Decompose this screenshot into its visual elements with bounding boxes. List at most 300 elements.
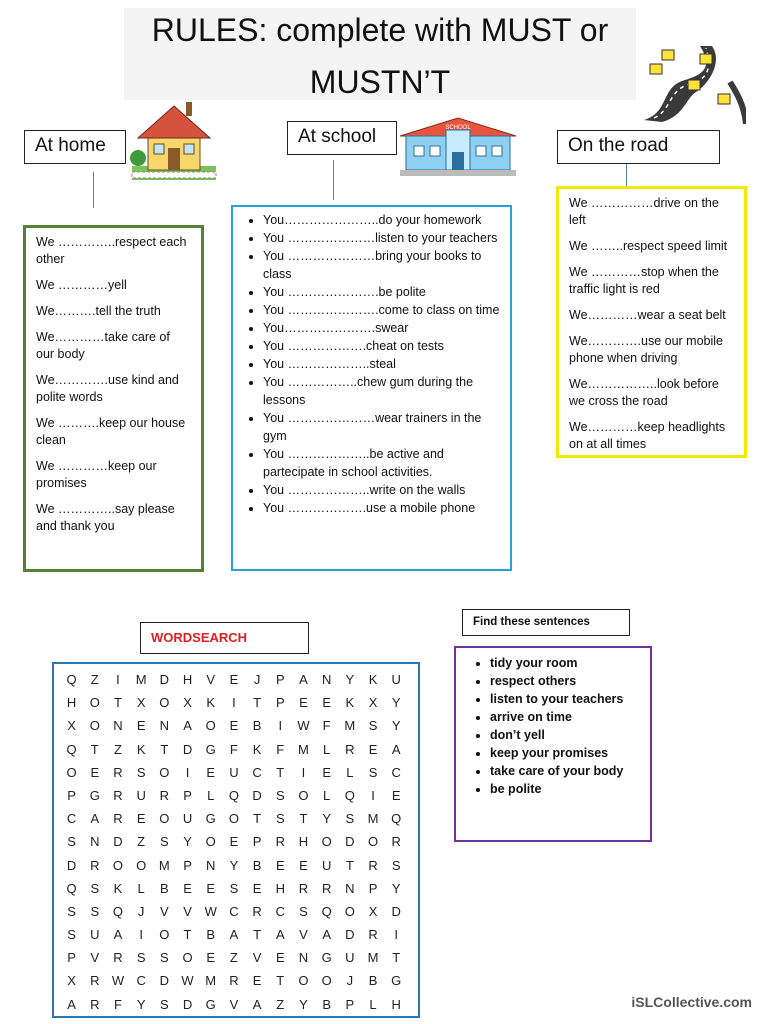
wordsearch-letter: V [183, 903, 192, 919]
wordsearch-row [60, 900, 418, 923]
school-rule-5: • You ………………….come to class on time [263, 301, 500, 319]
wordsearch-letter: O [205, 834, 216, 850]
wordsearch-letter: A [90, 811, 100, 827]
wordsearch-letter: I [139, 927, 143, 943]
wordsearch-letter: B [252, 718, 262, 734]
wordsearch-letter: E [136, 811, 146, 827]
wordsearch-letter: S [368, 718, 378, 734]
wordsearch-row [60, 830, 418, 853]
wordsearch-letter: A [67, 996, 76, 1012]
wordsearch-letter: V [206, 672, 216, 687]
road-label: On the road [568, 135, 669, 156]
find-sentences-card [454, 646, 652, 842]
home-rule-7: We …………keep our promises [36, 459, 157, 490]
wordsearch-letter: U [321, 857, 332, 873]
find-title-box [462, 609, 630, 636]
wordsearch-letter: T [276, 764, 285, 780]
wordsearch-letter: E [229, 718, 239, 734]
school-sign-text: SCHOOL [445, 125, 471, 131]
wordsearch-letter: R [229, 973, 239, 989]
wordsearch-title-box [140, 622, 309, 654]
wordsearch-letter: S [345, 811, 355, 827]
wordsearch-letter: Q [321, 903, 332, 919]
wordsearch-row [60, 993, 418, 1016]
wordsearch-letter: I [116, 672, 120, 687]
road-connector-line [626, 164, 627, 188]
wordsearch-letter: Y [391, 718, 401, 734]
wordsearch-letter: E [368, 741, 378, 757]
wordsearch-letter: S [229, 880, 239, 896]
wordsearch-letter: Q [66, 741, 77, 757]
wordsearch-letter: E [229, 672, 239, 687]
wordsearch-row [60, 807, 418, 830]
wordsearch-letter: T [253, 927, 262, 943]
wordsearch-letter: O [159, 927, 170, 943]
school-rules-card [231, 205, 512, 571]
wordsearch-letter: S [391, 857, 401, 873]
wordsearch-letter: P [345, 996, 355, 1012]
wordsearch-letter: J [137, 903, 145, 919]
wordsearch-letter: U [391, 672, 401, 687]
wordsearch-letter: G [321, 950, 332, 966]
road-illustration [640, 42, 746, 124]
wordsearch-letter: U [136, 787, 146, 803]
wordsearch-letter: T [113, 695, 122, 711]
wordsearch-letter: D [66, 857, 77, 873]
road-rule-2: We ……..respect speed limit [569, 239, 728, 253]
wordsearch-letter: O [228, 811, 239, 827]
find-sentences-list [462, 654, 644, 798]
wordsearch-letter: R [252, 903, 262, 919]
school-icon [398, 114, 518, 178]
wordsearch-letter: P [183, 787, 192, 803]
find-title: Find these sentences [473, 616, 590, 628]
wordsearch-row [60, 668, 418, 691]
school-rule-9: • You ……………..chew gum during the lessons [263, 373, 500, 409]
wordsearch-letter: Q [228, 787, 239, 803]
wordsearch-letter: V [299, 927, 308, 943]
home-connector-line [93, 172, 94, 208]
wordsearch-letter: R [345, 741, 355, 757]
wordsearch-letter: O [321, 973, 332, 989]
wordsearch-letter: Q [66, 672, 77, 687]
wordsearch-letter: Z [113, 741, 122, 757]
wordsearch-letter: D [113, 834, 123, 850]
school-rule-8: • You ………………..steal [263, 355, 500, 373]
wordsearch-letter: Q [344, 787, 355, 803]
wordsearch-letter: R [113, 787, 123, 803]
wordsearch-letter: L [323, 787, 331, 803]
wordsearch-row [60, 784, 418, 807]
home-rule-4: We…………take care of our body [36, 330, 170, 361]
wordsearch-letter: P [368, 880, 378, 896]
wordsearch-letter: Y [322, 811, 331, 827]
road-rule-1: We ……………drive on the left [569, 196, 719, 227]
wordsearch-letter: N [321, 672, 332, 687]
wordsearch-row [60, 738, 418, 761]
wordsearch-letter: X [183, 695, 192, 711]
wordsearch-letter: O [298, 787, 309, 803]
wordsearch-letter: U [345, 950, 355, 966]
wordsearch-letter: W [181, 973, 194, 989]
road-rules-card [556, 186, 747, 458]
wordsearch-letter: A [183, 718, 192, 734]
wordsearch-letter: O [159, 764, 170, 780]
wordsearch-letter: Y [391, 695, 401, 711]
wordsearch-grid [60, 668, 418, 1016]
find-item-4: • arrive on time [490, 708, 644, 726]
home-rule-1: We …………..respect each other [36, 235, 187, 266]
wordsearch-letter: T [253, 811, 262, 827]
wordsearch-letter: O [66, 764, 77, 780]
wordsearch-letter: Z [229, 950, 238, 966]
wordsearch-letter: K [136, 741, 146, 757]
home-label: At home [35, 135, 106, 156]
find-item-3: • listen to your teachers [490, 690, 644, 708]
wordsearch-letter: K [368, 672, 378, 687]
wordsearch-letter: A [275, 927, 285, 943]
wordsearch-letter: D [252, 787, 262, 803]
wordsearch-letter: K [345, 695, 355, 711]
road-rule-7: We…………keep headlights on at all times [569, 420, 726, 451]
road-label-box [557, 130, 720, 164]
wordsearch-letter: S [275, 787, 285, 803]
wordsearch-letter: H [391, 996, 401, 1012]
wordsearch-letter: R [113, 811, 123, 827]
wordsearch-letter: X [368, 695, 378, 711]
wordsearch-letter: R [321, 880, 332, 896]
wordsearch-letter: S [136, 764, 146, 780]
wordsearch-letter: H [182, 672, 193, 687]
page-title-line1: RULES: complete with MUST or [151, 12, 609, 48]
wordsearch-letter: L [323, 741, 331, 757]
page-title-line2: MUSTN’T [309, 64, 451, 100]
wordsearch-letter: U [229, 764, 239, 780]
wordsearch-letter: Y [391, 880, 401, 896]
wordsearch-letter: A [391, 741, 401, 757]
wordsearch-grid-box [52, 662, 420, 1018]
wordsearch-row [60, 761, 418, 784]
wordsearch-letter: B [322, 996, 331, 1012]
wordsearch-letter: O [159, 695, 170, 711]
wordsearch-letter: R [90, 973, 100, 989]
wordsearch-letter: R [391, 834, 401, 850]
wordsearch-letter: O [205, 718, 216, 734]
wordsearch-letter: Y [183, 834, 192, 850]
wordsearch-row [60, 946, 418, 969]
wordsearch-letter: M [344, 718, 356, 734]
school-rule-12: • You ………………..write on the walls [263, 481, 500, 499]
wordsearch-letter: M [135, 672, 147, 687]
school-rule-7: • You ……………….cheat on tests [263, 337, 500, 355]
wordsearch-letter: E [206, 764, 216, 780]
wordsearch-letter: C [275, 903, 285, 919]
wordsearch-letter: F [229, 741, 238, 757]
wordsearch-letter: Z [137, 834, 146, 850]
wordsearch-letter: H [275, 880, 285, 896]
wordsearch-letter: C [252, 764, 262, 780]
wordsearch-letter: N [113, 718, 123, 734]
wordsearch-letter: M [367, 950, 379, 966]
wordsearch-letter: Z [276, 996, 285, 1012]
wordsearch-letter: T [183, 927, 192, 943]
wordsearch-letter: O [159, 811, 170, 827]
wordsearch-letter: S [67, 927, 76, 943]
wordsearch-letter: C [391, 764, 401, 780]
wordsearch-letter: E [90, 764, 100, 780]
wordsearch-letter: I [301, 764, 306, 780]
road-rule-3: We …………stop when the traffic light is red [569, 265, 719, 296]
wordsearch-letter: F [322, 718, 331, 734]
wordsearch-letter: E [275, 950, 285, 966]
find-item-6: • keep your promises [490, 744, 644, 762]
wordsearch-letter: B [160, 880, 169, 896]
wordsearch-letter: R [90, 857, 100, 873]
wordsearch-letter: O [298, 973, 309, 989]
wordsearch-letter: E [275, 857, 285, 873]
school-rule-6: • You………………….swear [263, 319, 500, 337]
wordsearch-letter: K [113, 880, 123, 896]
wordsearch-letter: U [90, 927, 100, 943]
wordsearch-letter: S [90, 880, 100, 896]
wordsearch-letter: T [253, 695, 262, 711]
wordsearch-letter: I [278, 718, 283, 734]
wordsearch-letter: R [113, 764, 123, 780]
school-rules-list [235, 211, 500, 517]
wordsearch-letter: P [183, 857, 192, 873]
school-rule-13: • You ……………….use a mobile phone [263, 499, 500, 517]
wordsearch-letter: I [232, 695, 236, 711]
wordsearch-letter: A [252, 996, 262, 1012]
school-label: At school [298, 126, 377, 147]
wordsearch-letter: O [182, 950, 193, 966]
wordsearch-row [60, 714, 418, 737]
wordsearch-letter: O [344, 903, 355, 919]
wordsearch-letter: E [252, 880, 262, 896]
wordsearch-letter: B [206, 927, 216, 943]
wordsearch-letter: V [90, 950, 100, 966]
wordsearch-letter: P [252, 834, 262, 850]
wordsearch-letter: E [322, 695, 331, 711]
wordsearch-letter: E [229, 834, 239, 850]
wordsearch-letter: P [275, 695, 285, 711]
wordsearch-row [60, 969, 418, 992]
wordsearch-letter: M [298, 741, 309, 757]
wordsearch-letter: D [391, 903, 401, 919]
wordsearch-letter: S [368, 764, 378, 780]
wordsearch-letter: T [392, 950, 401, 966]
find-item-7: • take care of your body [490, 762, 644, 780]
wordsearch-letter: Y [345, 672, 355, 687]
wordsearch-letter: R [368, 857, 378, 873]
wordsearch-letter: E [299, 857, 308, 873]
wordsearch-letter: S [90, 903, 100, 919]
wordsearch-letter: V [252, 950, 262, 966]
wordsearch-letter: L [207, 787, 215, 803]
wordsearch-letter: S [299, 903, 308, 919]
wordsearch-letter: R [159, 787, 170, 803]
wordsearch-letter: E [252, 973, 262, 989]
wordsearch-letter: L [369, 996, 377, 1012]
footer-watermark: iSLCollective.com [631, 994, 752, 1010]
wordsearch-letter: R [368, 927, 378, 943]
wordsearch-letter: G [205, 741, 216, 757]
wordsearch-letter: N [298, 950, 309, 966]
wordsearch-letter: P [67, 787, 76, 803]
home-rule-5: We………….use kind and polite words [36, 373, 179, 404]
wordsearch-letter: A [299, 672, 308, 687]
wordsearch-letter: G [205, 811, 216, 827]
wordsearch-letter: A [113, 927, 123, 943]
find-item-1: • tidy your room [490, 654, 644, 672]
wordsearch-letter: N [345, 880, 355, 896]
wordsearch-letter: C [229, 903, 239, 919]
wordsearch-letter: I [185, 764, 190, 780]
wordsearch-letter: Q [66, 880, 77, 896]
home-rule-3: We……….tell the truth [36, 304, 161, 318]
wordsearch-letter: C [66, 811, 77, 827]
wordsearch-letter: S [67, 834, 76, 850]
home-rule-6: We ……….keep our house clean [36, 416, 186, 447]
home-label-box [24, 130, 126, 164]
find-item-2: • respect others [490, 672, 644, 690]
school-rule-3: • You …………………bring your books to class [263, 247, 500, 283]
wordsearch-letter: G [391, 973, 402, 989]
school-rule-10: • You …………………wear trainers in the gym [263, 409, 500, 445]
wordsearch-letter: K [252, 741, 262, 757]
wordsearch-letter: O [136, 857, 147, 873]
wordsearch-letter: Q [391, 811, 402, 827]
wordsearch-letter: N [206, 857, 216, 873]
wordsearch-letter: J [346, 973, 354, 989]
wordsearch-letter: X [67, 718, 76, 734]
wordsearch-letter: G [89, 787, 100, 803]
wordsearch-letter: X [136, 695, 146, 711]
wordsearch-letter: C [136, 973, 146, 989]
wordsearch-letter: R [113, 950, 123, 966]
road-rule-6: We……………..look before we cross the road [569, 377, 719, 408]
wordsearch-letter: E [391, 787, 401, 803]
school-rule-2: • You …………………listen to your teachers [263, 229, 500, 247]
wordsearch-letter: D [182, 996, 193, 1012]
wordsearch-letter: I [371, 787, 375, 803]
home-rules-card [23, 225, 204, 572]
wordsearch-letter: H [66, 695, 77, 711]
wordsearch-letter: A [229, 927, 239, 943]
wordsearch-letter: E [299, 695, 308, 711]
wordsearch-row [60, 854, 418, 877]
home-rule-8: We …………..say please and thank you [36, 502, 175, 533]
school-label-box [287, 121, 397, 155]
wordsearch-letter: W [204, 903, 217, 919]
wordsearch-letter: S [275, 811, 285, 827]
wordsearch-letter: E [322, 764, 331, 780]
wordsearch-letter: F [113, 996, 122, 1012]
wordsearch-letter: G [205, 996, 216, 1012]
wordsearch-letter: R [90, 996, 100, 1012]
wordsearch-letter: M [158, 857, 170, 873]
wordsearch-letter: D [345, 927, 355, 943]
road-rule-5: We………….use our mobile phone when driving [569, 334, 723, 365]
wordsearch-letter: B [368, 973, 378, 989]
wordsearch-letter: S [160, 834, 169, 850]
wordsearch-letter: S [160, 996, 169, 1012]
wordsearch-letter: K [206, 695, 216, 711]
wordsearch-row [60, 691, 418, 714]
wordsearch-letter: O [89, 695, 100, 711]
wordsearch-title: WORDSEARCH [151, 630, 248, 645]
home-rule-2: We …………yell [36, 278, 127, 292]
wordsearch-letter: O [89, 718, 100, 734]
wordsearch-letter: Y [136, 996, 146, 1012]
road-rule-4: We…………wear a seat belt [569, 308, 726, 322]
wordsearch-letter: I [394, 927, 399, 943]
wordsearch-letter: P [67, 950, 76, 966]
wordsearch-letter: A [322, 927, 331, 943]
wordsearch-row [60, 877, 418, 900]
wordsearch-letter: T [345, 857, 354, 873]
wordsearch-letter: D [345, 834, 355, 850]
wordsearch-letter: T [90, 741, 99, 757]
wordsearch-letter: O [367, 834, 379, 850]
wordsearch-letter: E [206, 880, 216, 896]
wordsearch-letter: E [136, 718, 146, 734]
wordsearch-letter: H [298, 834, 309, 850]
wordsearch-letter: M [205, 973, 217, 989]
wordsearch-letter: P [275, 672, 285, 687]
wordsearch-letter: V [160, 903, 169, 919]
school-connector-line [333, 160, 334, 200]
wordsearch-letter: W [111, 973, 125, 989]
wordsearch-letter: S [67, 903, 76, 919]
wordsearch-letter: O [112, 857, 124, 873]
wordsearch-letter: D [159, 672, 170, 687]
house-icon [128, 96, 220, 186]
school-rule-11: • You ………………..be active and partecipate in school activities. [263, 445, 500, 481]
wordsearch-letter: B [252, 857, 262, 873]
wordsearch-letter: T [276, 973, 285, 989]
wordsearch-letter: D [159, 973, 170, 989]
wordsearch-letter: T [160, 741, 169, 757]
find-item-8: • be polite [490, 780, 644, 798]
wordsearch-letter: W [297, 718, 310, 734]
wordsearch-letter: Z [90, 672, 99, 687]
wordsearch-letter: V [229, 996, 239, 1012]
wordsearch-row [60, 923, 418, 946]
wordsearch-letter: R [298, 880, 309, 896]
wordsearch-letter: S [136, 950, 146, 966]
wordsearch-letter: M [367, 811, 379, 827]
school-rule-4: • You ………………….be polite [263, 283, 500, 301]
wordsearch-letter: E [183, 880, 192, 896]
wordsearch-letter: U [182, 811, 193, 827]
wordsearch-letter: Q [112, 903, 124, 919]
wordsearch-letter: N [159, 718, 170, 734]
wordsearch-letter: Y [299, 996, 308, 1012]
page-title [120, 8, 640, 104]
wordsearch-letter: O [321, 834, 332, 850]
wordsearch-letter: J [253, 672, 261, 687]
wordsearch-letter: N [90, 834, 100, 850]
wordsearch-letter: L [346, 764, 354, 780]
wordsearch-letter: L [137, 880, 145, 896]
wordsearch-letter: X [368, 903, 378, 919]
wordsearch-letter: T [299, 811, 308, 827]
wordsearch-letter: S [160, 950, 169, 966]
wordsearch-letter: X [67, 973, 76, 989]
school-rule-1: • You…………………..do your homework [263, 211, 500, 229]
wordsearch-letter: D [182, 741, 193, 757]
